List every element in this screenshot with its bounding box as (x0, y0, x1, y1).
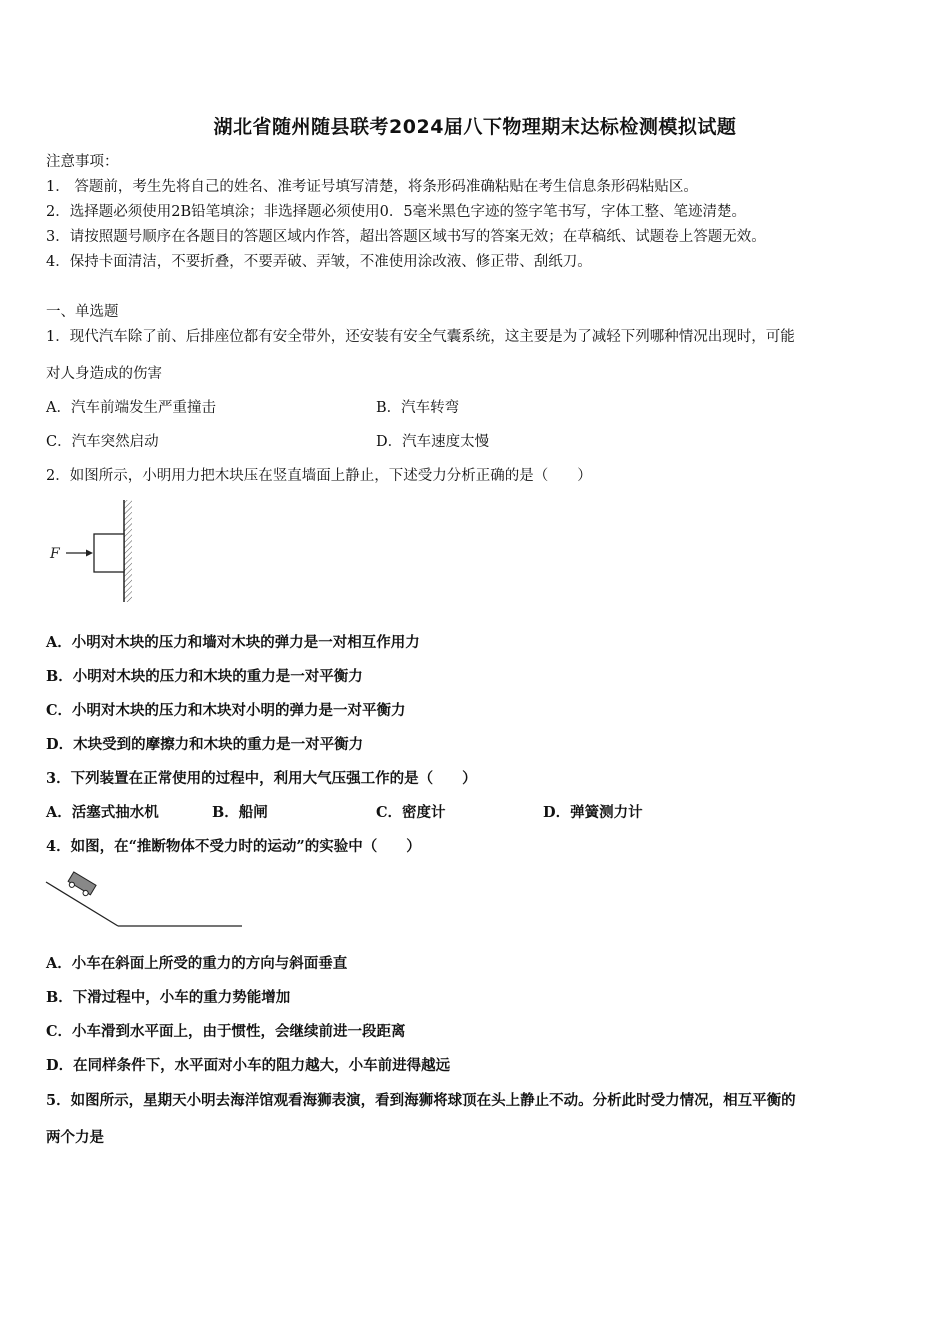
q3-option-a: A．活塞式抽水机 (46, 804, 159, 821)
q4-text: 4．如图，在“推断物体不受力时的运动”的实验中（ ） (46, 838, 421, 855)
q3-option-d: D．弹簧测力计 (543, 804, 643, 821)
page-title: 湖北省随州随县联考2024届八下物理期末达标检测模拟试题 (213, 116, 737, 138)
q2-option-b: B．小明对木块的压力和木块的重力是一对平衡力 (46, 668, 363, 685)
q2-option-d: D．木块受到的摩擦力和木块的重力是一对平衡力 (46, 736, 364, 753)
wood-block (94, 534, 124, 572)
q2-option-a: A．小明对木块的压力和墙对木块的弹力是一对相互作用力 (46, 634, 420, 651)
notice-item-2: 2．选择题必须使用2B铅笔填涂；非选择题必须使用0．5毫米黑色字迹的签字笔书写，字体工整、笔迹清楚。 (46, 204, 747, 220)
notice-item-4: 4．保持卡面清洁，不要折叠，不要弄破、弄皱，不准使用涂改液、修正带、刮纸刀。 (46, 254, 592, 270)
cart (66, 872, 96, 898)
q5-text-line2: 两个力是 (46, 1129, 104, 1146)
q2-text: 2．如图所示，小明用力把木块压在竖直墙面上静止，下述受力分析正确的是（ ） (46, 468, 592, 484)
section-heading: 一、单选题 (46, 304, 119, 320)
q2-option-c: C．小明对木块的压力和木块对小明的弹力是一对平衡力 (46, 702, 406, 719)
q4-option-b: B．下滑过程中，小车的重力势能增加 (46, 989, 291, 1006)
q3-option-b: B．船闸 (212, 804, 268, 821)
wall-hatching (124, 500, 132, 602)
q1-option-b: B．汽车转弯 (376, 400, 460, 416)
notice-heading: 注意事项： (46, 154, 119, 170)
notice-item-1: 1． 答题前，考生先将自己的姓名、准考证号填写清楚，将条形码准确粘贴在考生信息条形码粘贴区。 (46, 179, 698, 195)
q4-option-a: A．小车在斜面上所受的重力的方向与斜面垂直 (46, 955, 348, 972)
q1-text-line2: 对人身造成的伤害 (46, 366, 162, 382)
q4-option-d: D．在同样条件下，水平面对小车的阻力越大，小车前进得越远 (46, 1057, 451, 1074)
force-arrow-head (86, 550, 93, 557)
q2-figure-wall-block (44, 498, 144, 606)
q1-option-a: A．汽车前端发生严重撞击 (46, 400, 216, 416)
q4-option-c: C．小车滑到水平面上，由于惯性，会继续前进一段距离 (46, 1023, 406, 1040)
force-label-f: F (50, 546, 60, 562)
q1-option-c: C．汽车突然启动 (46, 434, 159, 450)
notice-item-3: 3．请按照题号顺序在各题目的答题区域内作答，超出答题区域书写的答案无效；在草稿纸、试题卷上答题无效。 (46, 229, 766, 245)
q3-option-c: C．密度计 (376, 804, 446, 821)
q1-text-line1: 1．现代汽车除了前、后排座位都有安全带外，还安装有安全气囊系统，这主要是为了减轻下列哪种情况出现时，可能 (46, 329, 795, 345)
q5-text-line1: 5．如图所示，星期天小明去海洋馆观看海狮表演，看到海狮将球顶在头上静止不动。分析此时受力情况，相互平衡的 (46, 1092, 796, 1109)
q4-figure-incline-cart (44, 866, 248, 932)
q3-text: 3．下列装置在正常使用的过程中，利用大气压强工作的是（ ） (46, 770, 477, 787)
q1-option-d: D．汽车速度太慢 (376, 434, 490, 450)
